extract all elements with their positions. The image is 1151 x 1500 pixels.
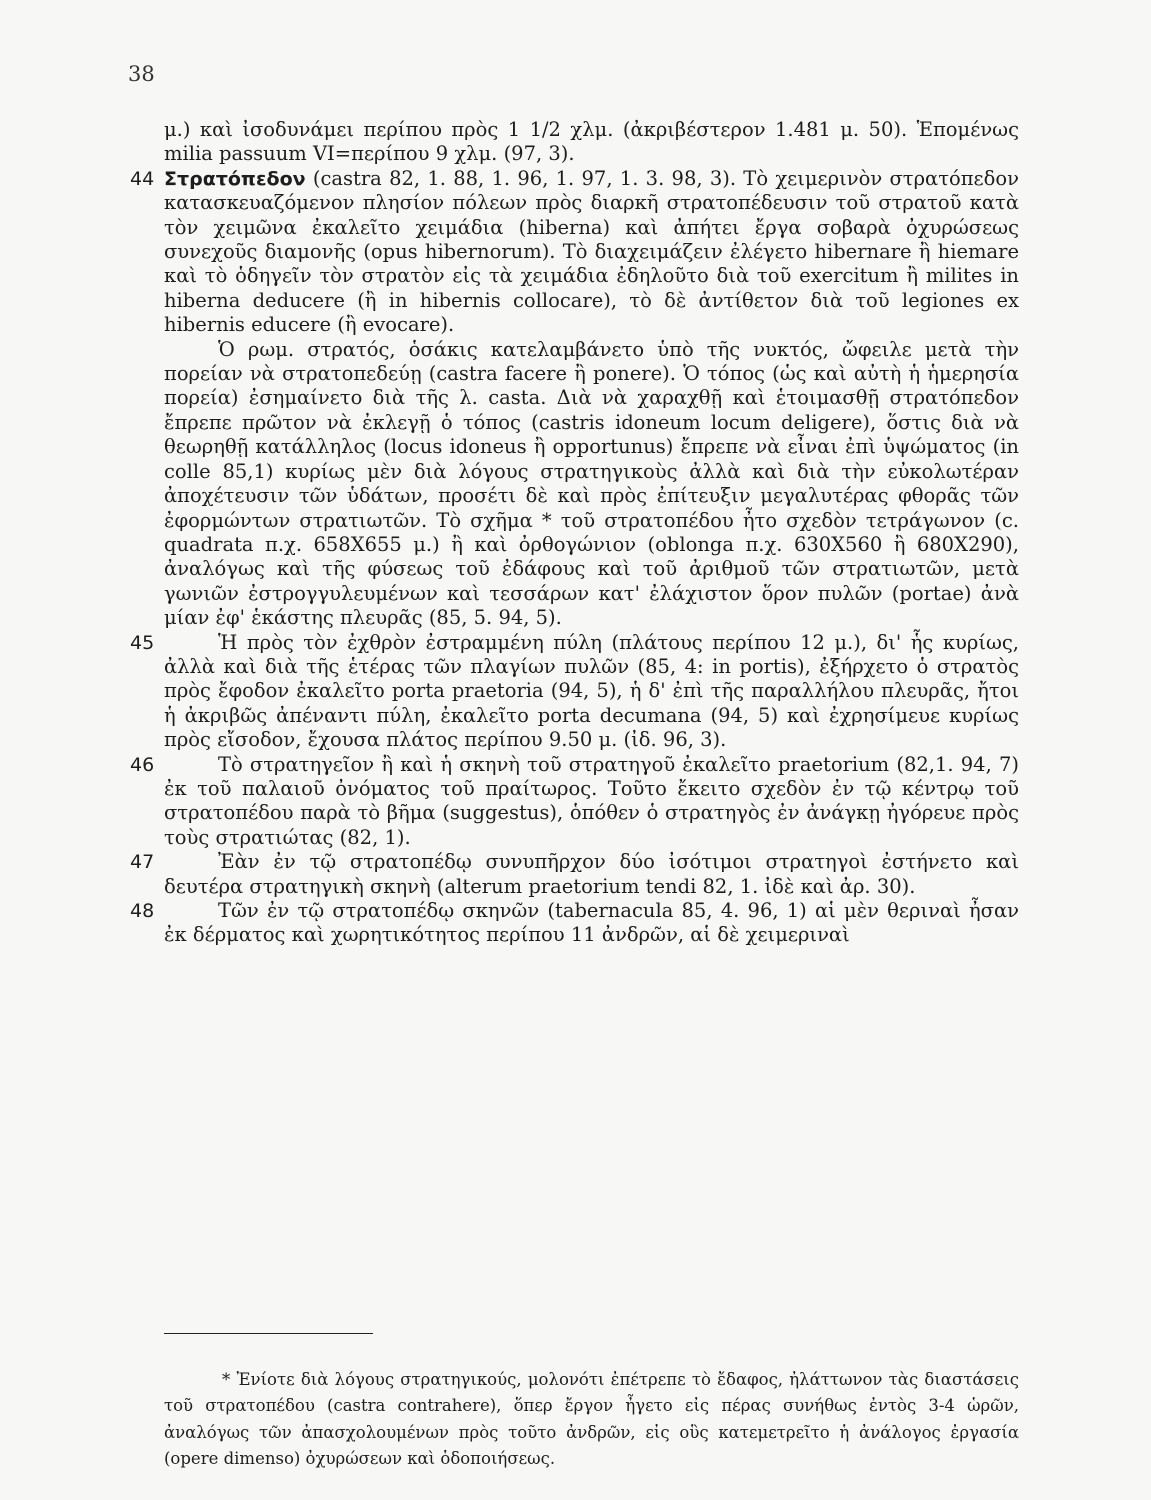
paragraph-48 xyxy=(130,899,1019,948)
paragraph-44 xyxy=(130,166,1019,338)
section-number: 45 xyxy=(130,631,155,654)
paragraph-text: μ.) καὶ ἰσοδυνάμει περίπου πρὸς 1 1/2 χλμ. (ἀκριβέστερον 1.481 μ. 50). Ἑπομένως milia passuum VI=περίπου 9 χλμ. (97, 3). xyxy=(164,118,1019,166)
page-number: 38 xyxy=(128,62,155,86)
paragraph-44-cont xyxy=(164,338,1019,631)
paragraph-47 xyxy=(130,850,1019,899)
paragraph-text: Ὁ ρωμ. στρατός, ὁσάκις κατελαμβάνετο ὑπὸ τῆς νυκτός, ὤφειλε μετὰ τὴν πορείαν νὰ στρατοπεδεύῃ (castra facere ἢ ponere). Ὁ τόπος (ὡς καὶ αὐτὴ ἡ ἡμερησία πορεία) ἐσημαίνετο διὰ τῆς λ. casta. Διὰ νὰ χαραχθῇ καὶ ἑτοιμασθῇ στρατόπεδον ἔπρεπε πρῶτον νὰ ἐκλεγῇ ὁ τόπος (castris idoneum locum deligere), ὅστις διὰ νὰ θεωρηθῇ κατάλληλος (locus idoneus ἢ opportunus) ἔπρεπε νὰ εἶναι ἐπὶ ὑψώματος (in colle 85,1) κυρίως μὲν διὰ λόγους στρατηγικοὺς ἀλλὰ καὶ διὰ τὴν εὐκολωτέραν ἀποχέτευσιν τῶν ὑδάτων, προσέτι δὲ καὶ πρὸς ἐπίτευξιν μεγαλυτέρας φθορᾶς τῶν ἐφορμώντων στρατιωτῶν. Τὸ σχῆμα * τοῦ στρατοπέδου ἦτο σχεδὸν τετράγωνον (c. quadrata π.χ. 658X655 μ.) ἢ καὶ ὀρθογώνιον (oblonga π.χ. 630X560 ἢ 680X290), ἀναλόγως καὶ τῆς φύσεως τοῦ ἐδάφους καὶ τοῦ ἀριθμοῦ τῶν στρατιωτῶν, μετὰ γωνιῶν ἐστρογγυλευμένων καὶ τεσσάρων κατ' ἐλάχιστον ὅρον πυλῶν (portae) ἀνὰ μίαν ἐφ' ἑκάστης πλευρᾶς (85, 5. 94, 5). xyxy=(164,337,1019,630)
section-number: 44 xyxy=(130,167,155,190)
entry-term: Στρατόπεδον xyxy=(164,167,306,190)
paragraph-continuation xyxy=(164,118,1019,167)
body-text xyxy=(130,118,1019,948)
paragraph-text: (castra 82, 1. 88, 1. 96, 1. 97, 1. 3. 98, 3). Τὸ χειμερινὸν στρατόπεδον κατασκευαζόμενον πλησίον πόλεων πρὸς διαρκῆ στρατοπέδευσιν τοῦ στρατοῦ κατὰ τὸν χειμῶνα ἐκαλεῖτο χειμάδια (hiberna) καὶ ἀπήτει ἔργα σοβαρὰ ὀχυρώσεως συνεχοῦς διαμονῆς (opus hibernorum). Τὸ διαχειμάζειν ἐλέγετο hibernare ἢ hiemare καὶ τὸ ὁδηγεῖν τὸν στρατὸν εἰς τὰ χειμάδια ἐδηλοῦτο διὰ τοῦ exercitum ἢ milites in hiberna deducere (ἢ in hibernis collocare), τὸ δὲ ἀντίθετον διὰ τοῦ legiones ex hibernis educere (ἢ evocare). xyxy=(164,166,1019,337)
paragraph-46 xyxy=(130,752,1019,851)
paragraph-text: Τῶν ἐν τῷ στρατοπέδῳ σκηνῶν (tabernacula 85, 4. 96, 1) αἱ μὲν θεριναὶ ἦσαν ἐκ δέρματος καὶ χωρητικότητος περίπου 11 ἀνδρῶν, αἱ δὲ χειμεριναὶ xyxy=(164,899,1019,947)
footnote-divider xyxy=(164,1333,373,1334)
section-number: 48 xyxy=(130,900,155,922)
paragraph-text: Ἐὰν ἐν τῷ στρατοπέδῳ συνυπῆρχον δύο ἰσότιμοι στρατηγοὶ ἐστήνετο καὶ δευτέρα στρατηγικὴ σκηνὴ (alterum praetorium tendi 82, 1. ἰδὲ καὶ ἀρ. 30). xyxy=(164,850,1019,898)
paragraph-45 xyxy=(130,630,1019,753)
paragraph-text: Τὸ στρατηγεῖον ἢ καὶ ἡ σκηνὴ τοῦ στρατηγοῦ ἐκαλεῖτο praetorium (82,1. 94, 7) ἐκ τοῦ παλαιοῦ ὀνόματος τοῦ πραίτωρος. Τοῦτο ἔκειτο σχεδὸν ἐν τῷ κέντρῳ τοῦ στρατοπέδου παρὰ τὸ βῆμα (suggestus), ὁπόθεν ὁ στρατηγὸς ἐν ἀνάγκῃ ἠγόρευε πρὸς τοὺς στρατιώτας (82, 1). xyxy=(164,752,1019,849)
section-number: 47 xyxy=(130,851,155,874)
paragraph-text: Ἡ πρὸς τὸν ἐχθρὸν ἐστραμμένη πύλη (πλάτους περίπου 12 μ.), δι' ἧς κυρίως, ἀλλὰ καὶ διὰ τῆς ἑτέρας τῶν πλαγίων πυλῶν (85, 4: in portis), ἐξήρχετο ὁ στρατὸς πρὸς ἔφοδον ἐκαλεῖτο porta praetoria (94, 5), ἡ δ' ἐπὶ τῆς παραλλήλου πλευρᾶς, ἤτοι ἡ ἀκριβῶς ἀπέναντι πύλη, ἐκαλεῖτο porta decumana (94, 5) καὶ ἐχρησίμευε κυρίως πρὸς εἴσοδον, ἔχουσα πλάτος περίπου 9.50 μ. (ἰδ. 96, 3). xyxy=(164,630,1019,752)
footnote: * Ἐνίοτε διὰ λόγους στρατηγικούς, μολονότι ἐπέτρεπε τὸ ἔδαφος, ἠλάττωνον τὰς διαστάσεις τοῦ στρατοπέδου (castra contrahere), ὅπερ ἔργον ἦγετο εἰς πέρας συνήθως ἐντὸς 3-4 ὡρῶν, ἀναλόγως τῶν ἀπασχολουμένων πρὸς τοῦτο ἀνδρῶν, εἰς οὓς κατεμετρεῖτο ἡ ἀνάλογος ἐργασία (opere dimenso) ὀχυρώσεων καὶ ὁδοποιήσεως. xyxy=(164,1369,1019,1469)
section-number: 46 xyxy=(130,753,155,776)
